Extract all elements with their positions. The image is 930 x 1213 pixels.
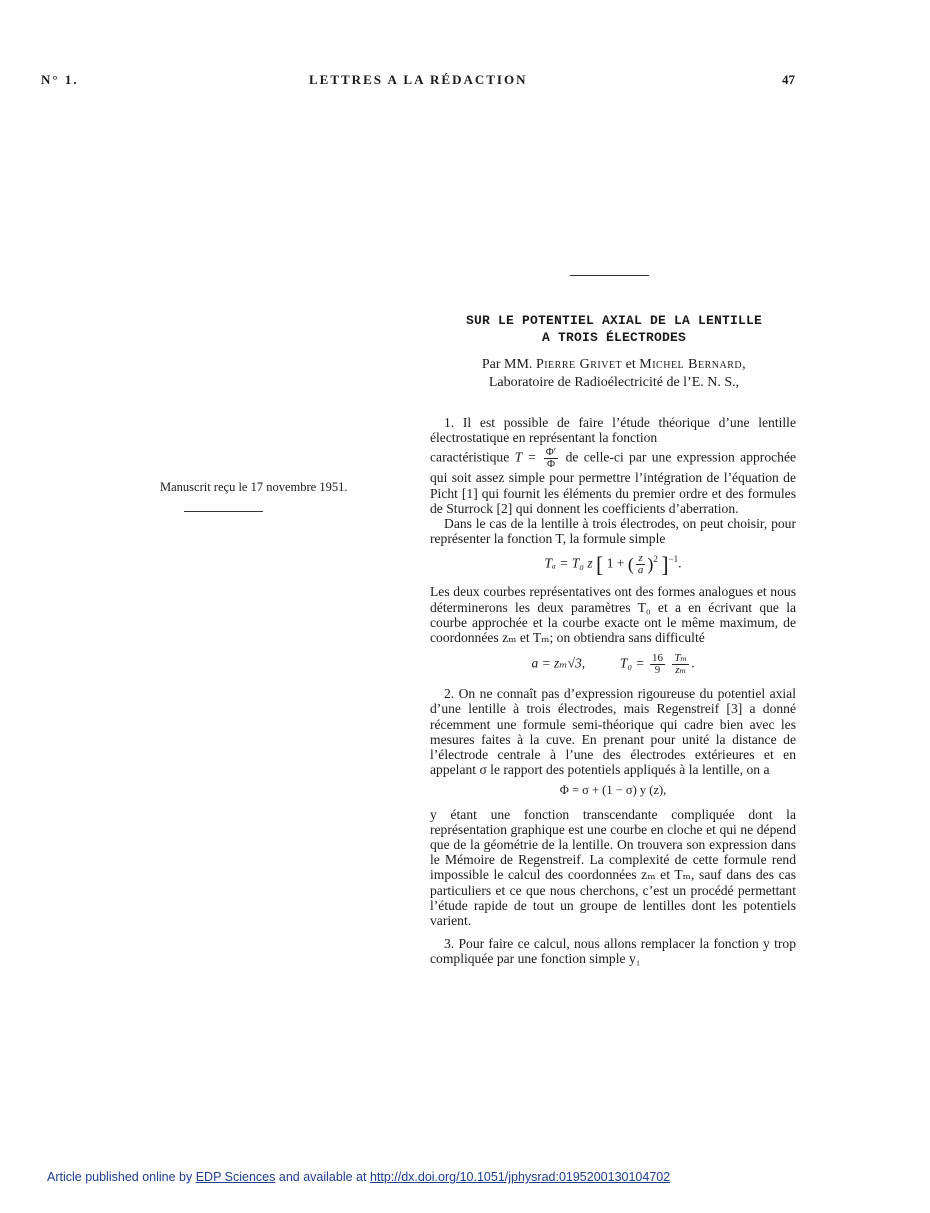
- T-fraction: [544, 447, 558, 470]
- eq2-fraction-2: [672, 653, 689, 676]
- T-frac-den: Φ: [546, 458, 556, 471]
- authors-prefix: Par MM.: [481, 357, 533, 372]
- eq2-frac2-den: zₘ: [675, 664, 687, 677]
- eq2-fraction-1: [650, 653, 665, 676]
- paragraph-2: Dans le cas de la lentille à trois électrodes, on peut choisir, pour représenter la fonction T, la formule simple: [430, 516, 796, 547]
- eq1-frac-num: z: [636, 553, 646, 565]
- paragraph-3: Les deux courbes représentatives ont des formes analogues et nous déterminerons les deux paramètres T₀ et a en écrivant que la courbe approchée et la courbe exacte ont le même maximum, de coordonnées zₘ et Tₘ; on obtiendra sans difficulté: [430, 584, 796, 645]
- eq1-left: Tₐ = T₀ z: [544, 555, 593, 571]
- article-title: [430, 312, 798, 346]
- running-title: LETTRES A LA RÉDACTION: [309, 72, 528, 87]
- footer-prefix: Article published online by: [47, 1170, 193, 1184]
- author-line: [430, 356, 798, 374]
- eq1-paren-close: ): [647, 554, 654, 575]
- title-separator: [570, 275, 649, 276]
- paragraph-1a: 1. Il est possible de faire l’étude théorique d’une lentille électrostatique en représentant la fonction: [430, 415, 796, 446]
- page-number: 47: [782, 72, 795, 87]
- equation-2: a = zₘ√3, T₀ = $\frac{16}{9}$ $\frac{\text{Tₘ}}{\text{zₘ}}$ .: [531, 652, 695, 677]
- body-column: [430, 415, 796, 967]
- paragraph-1c: de celle-ci par une expression approchée qui soit assez simple pour permettre l’intégration de l’équation de Picht [1] qui fournit les éléments du premier ordre et des formules de Sturrock [2] qui donnent les coefficients d’aberration.: [430, 450, 797, 516]
- eq2-frac1-den: 9: [654, 664, 661, 677]
- article-authors: [430, 356, 798, 392]
- eq1-paren-open: (: [627, 554, 634, 575]
- author-2: Michel Bernard,: [639, 357, 747, 372]
- equation-1: Tₐ = T₀ z [ 1 + ( $\frac{z}{a}$ )$^2$ ]$^{-1}$.: [544, 552, 682, 578]
- eq1-outer-exp: −1: [668, 554, 679, 565]
- eq1-bracket-close: ]: [661, 552, 669, 578]
- eq2-frac2-num: Tₘ: [674, 652, 688, 665]
- eq1-fraction: [636, 553, 646, 576]
- sidenote-rule: [184, 511, 263, 512]
- paragraph-1b-text: caractéristique: [430, 450, 510, 466]
- affiliation: Laboratoire de Radioélectricité de l’E. N. S.,: [488, 375, 740, 390]
- paragraph-5: y étant une fonction transcendante compliquée dont la représentation graphique est une courbe en cloche et qui ne dépend que de la géométrie de la lentille. On trouvera son expression dans le Mémoire de Regenstreif. La complexité de cette formule rend impossible le calcul des coordonnées zₘ et Tₘ, sauf dans des cas particuliers et ce que nous cherchons, c’est un procédé permettant l’étude rapide de tout un groupe de lentilles dont les potentiels varient.: [430, 806, 796, 928]
- eq2-a: a = zₘ√3,: [531, 655, 586, 671]
- paragraph-1b: [430, 447, 796, 516]
- eq1-frac-den: a: [637, 564, 644, 577]
- eq1-exp: 2: [653, 554, 658, 565]
- title-line-2: A TROIS ÉLECTRODES: [541, 330, 687, 345]
- footer-middle: and available at: [278, 1170, 367, 1184]
- publication-footer: [47, 1170, 670, 1184]
- eq1-inner: 1 +: [606, 555, 625, 571]
- eq2-b: T₀ =: [619, 655, 645, 671]
- received-note: Manuscrit reçu le 17 novembre 1951.: [160, 480, 348, 494]
- author-1: Pierre Grivet: [535, 357, 623, 372]
- publisher-link[interactable]: EDP Sciences: [195, 1170, 276, 1184]
- equation-3: Φ = σ + (1 − σ) y (z),: [559, 783, 667, 798]
- T-frac-num: Φ′: [545, 446, 557, 459]
- eq1-bracket-open: [: [596, 552, 604, 578]
- paragraph-4: 2. On ne connaît pas d’expression rigoureuse du potentiel axial d’une lentille à trois électrodes, mais Regenstreif [3] a donné récemment une formule semi-théorique qui cadre bien avec les mesures faites à la cuve. En prenant pour unité la distance de l’électrode centrale à l’une des électrodes extérieures et en appelant σ le rapport des potentiels appliqués à la lentille, on a: [430, 686, 796, 778]
- T-eq-lhs: T =: [514, 450, 537, 466]
- eq2-frac1-num: 16: [651, 652, 663, 665]
- title-line-1: SUR LE POTENTIEL AXIAL DE LA LENTILLE: [465, 313, 763, 328]
- issue-number: N° 1.: [41, 72, 79, 87]
- doi-link[interactable]: http://dx.doi.org/10.1051/jphysrad:0195200130104702: [369, 1170, 671, 1184]
- paragraph-6: 3. Pour faire ce calcul, nous allons remplacer la fonction y trop compliquée par une fonction simple y₁: [430, 936, 796, 967]
- authors-and: et: [625, 357, 636, 372]
